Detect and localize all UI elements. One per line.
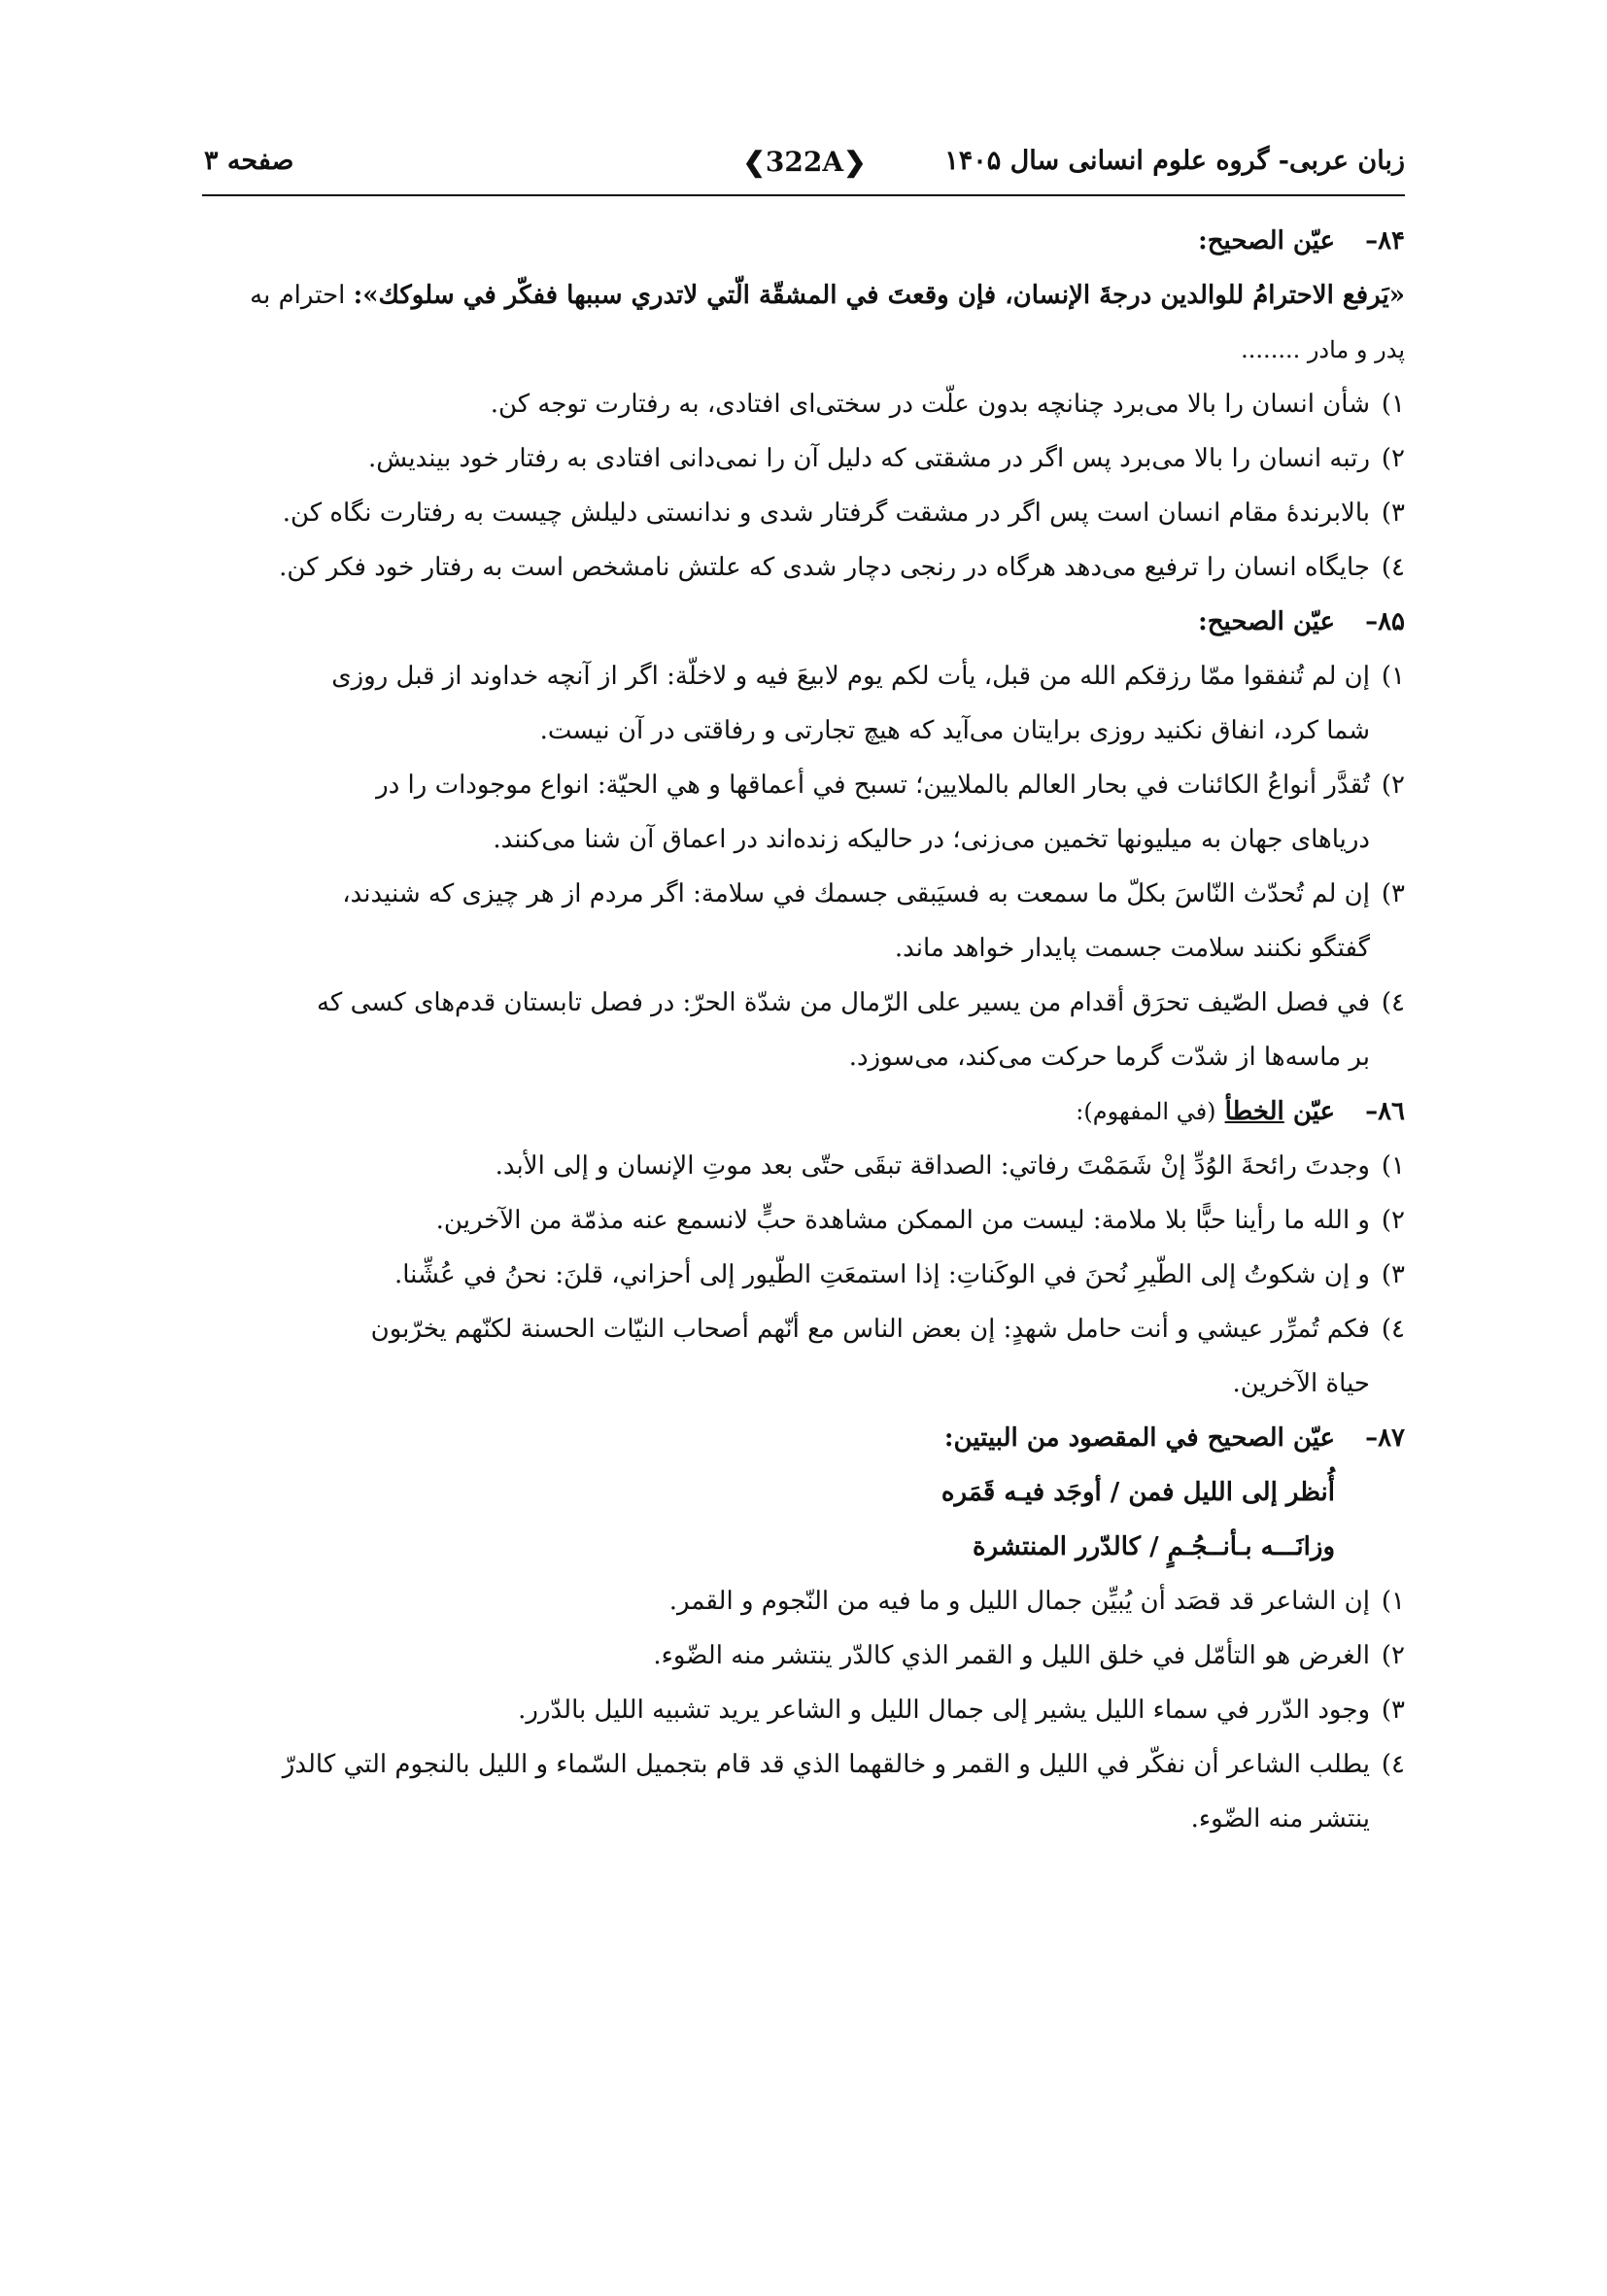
question-number: ۸۴– (1365, 226, 1405, 256)
option-87-3[interactable] (202, 1683, 1405, 1737)
verse-line-2: وزانَـــه بـأنــجُـمٍ / كالدّرر المنتشرة (972, 1532, 1335, 1561)
option-86-2[interactable] (202, 1193, 1405, 1248)
option-text: بالابرندهٔ مقام انسان است پس اگر در مشقت گرفتار شدی و ندانستی دلیلش چیست به رفتارت نگاه کن. (282, 498, 1370, 528)
option-85-1[interactable] (202, 649, 1405, 758)
option-text: رتبه انسان را بالا می‌برد پس اگر در مشقتی که دلیل آن را نمی‌دانی افتادی به رفتار خود بیندیش. (367, 444, 1370, 473)
option-85-2[interactable] (202, 758, 1405, 867)
option-86-1[interactable] (202, 1139, 1405, 1193)
option-85-3[interactable] (202, 867, 1405, 976)
option-text-cont: حياة الآخرين. (1232, 1369, 1370, 1398)
questions (202, 214, 1405, 1846)
option-number: ۳) (1381, 498, 1405, 528)
option-text: في فصل الصّيف تحرَق أقدام من يسير على الرّمال من شدّة الحرّ: در فصل تابستان قدم‌های کسی که (316, 988, 1370, 1017)
option-text: يطلب الشاعر أن نفكّر في الليل و القمر و خالقهما الذي قد قام بتجميل السّماء و الليل بالنجوم التي كالدرّ (282, 1750, 1370, 1779)
page-number: صفحه ۳ (204, 146, 294, 176)
option-86-3[interactable] (202, 1248, 1405, 1302)
header-rule (202, 194, 1405, 196)
question-84-stem (202, 268, 1405, 323)
option-number: ۲) (1381, 444, 1405, 473)
option-number: ۳) (1381, 1696, 1405, 1725)
stem-persian: احترام به (250, 281, 346, 310)
question-number: ۸٦– (1365, 1097, 1405, 1126)
option-text: و إن شكوتُ إلى الطّيرِ نُحنَ في الوكَناتِ: إذا استمعَتِ الطّيور إلى أحزاني، قلنَ: نحنُ في عُشِّنا. (393, 1260, 1370, 1289)
booklet-code: ❮322A❯ (742, 146, 867, 178)
option-number: ۳) (1381, 879, 1405, 908)
option-text: إن الشاعر قد قصَد أن يُبيِّن جمال الليل و ما فيه من النّجوم و القمر. (668, 1587, 1370, 1616)
option-text: شأن انسان را بالا می‌برد چنانچه بدون علّت در سختی‌ای افتادی، به رفتارت توجه کن. (490, 390, 1370, 419)
option-number: ٤) (1381, 553, 1405, 582)
option-number: ۱) (1381, 662, 1405, 691)
option-text: وجود الدّرر في سماء الليل يشير إلى جمال الليل و الشاعر يريد تشبيه الليل بالدّرر. (518, 1696, 1370, 1725)
option-number: ۳) (1381, 1260, 1405, 1289)
option-85-4[interactable] (202, 976, 1405, 1084)
option-87-2[interactable] (202, 1628, 1405, 1683)
option-84-4[interactable] (202, 540, 1405, 595)
question-87-heading (202, 1411, 1405, 1465)
option-number: ۱) (1381, 390, 1405, 419)
option-84-1[interactable] (202, 377, 1405, 431)
question-85-heading (202, 595, 1405, 649)
option-number: ۱) (1381, 1151, 1405, 1181)
question-title: عيّن الصحيح: (1198, 226, 1335, 256)
verse-line-1: أُنظر إلى الليل فمن / أوجَد فيـه قَمَره (940, 1478, 1335, 1507)
option-84-3[interactable] (202, 486, 1405, 540)
question-84-stem-cont: پدر و مادر ........ (1241, 336, 1405, 363)
question-title-note: (في المفهوم): (1076, 1098, 1216, 1125)
question-title: عيّن (1292, 1097, 1335, 1126)
option-number: ٤) (1381, 1750, 1405, 1779)
option-text-cont: دریاهای جهان به میلیونها تخمین می‌زنی؛ در حالیکه زنده‌اند در اعماق آن شنا می‌کنند. (493, 825, 1370, 854)
option-text: وجدتَ رائحةَ الوُدِّ إنْ شَمَمْتَ رفاتي: الصداقة تبقَى حتّى بعد موتِ الإنسان و إلى الأبد. (495, 1151, 1370, 1181)
option-text: إن لم تُحدّث النّاسَ بكلّ ما سمعت به فسيَبقى جسمك في سلامة: اگر مردم از هر چیزی که شنیدند، (342, 879, 1370, 908)
option-text: الغرض هو التأمّل في خلق الليل و القمر الذي كالدّر ينتشر منه الضّوء. (653, 1641, 1370, 1670)
option-text: فكم تُمرِّر عيشي و أنت حامل شهدٍ: إن بعض الناس مع أنّهم أصحاب النيّات الحسنة لكنّهم يخرّبون (370, 1315, 1370, 1344)
question-84-heading (202, 214, 1405, 268)
option-84-2[interactable] (202, 431, 1405, 486)
option-86-4[interactable] (202, 1302, 1405, 1411)
exam-title: زبان عربی- گروه علوم انسانی سال ۱۴۰۵ (944, 146, 1405, 176)
option-text-cont: بر ماسه‌ها از شدّت گرما حرکت می‌کند، می‌سوزد. (848, 1043, 1370, 1072)
page-header (204, 146, 1405, 194)
option-87-1[interactable] (202, 1574, 1405, 1628)
option-number: ٤) (1381, 1315, 1405, 1344)
stem-arabic: «يَرفع الاحترامُ للوالدين درجةَ الإنسان، فإن وقعتَ في المشقّة الّتي لاتدري سببها ففكّر في سلوكك»: (353, 281, 1405, 310)
option-text-cont: شما کرد، انفاق نکنید روزی برایتان می‌آید که هیچ تجارتی و رفاقتی در آن نیست. (539, 716, 1370, 745)
question-title: عيّن الصحيح: (1198, 607, 1335, 636)
question-number: ۸۷– (1365, 1423, 1405, 1453)
option-number: ۱) (1381, 1587, 1405, 1616)
option-text: تُقدَّر أنواعُ الكائنات في بحار العالم بالملايين؛ تسبح في أعماقها و هي الحيّة: انواع موجودات را در (376, 771, 1370, 800)
question-title: عيّن الصحيح في المقصود من البيتين: (943, 1423, 1335, 1453)
option-number: ۲) (1381, 1641, 1405, 1670)
option-number: ۲) (1381, 1206, 1405, 1235)
question-title-emphasis: الخطأ (1224, 1097, 1284, 1126)
option-text-cont: ينتشر منه الضّوء. (1190, 1804, 1370, 1833)
option-number: ۲) (1381, 771, 1405, 800)
option-text: إن لم تُنفقوا ممّا رزقكم الله من قبل، يأت لكم يوم لابيعَ فيه و لاخلّة: اگر از آنچه خداوند از قبل روزی (331, 662, 1370, 691)
option-text: و الله ما رأينا حبًّا بلا ملامة: ليست من الممكن مشاهدة حبٍّ لانسمع عنه مذمّة من الآخرين. (435, 1206, 1370, 1235)
question-86-heading (202, 1084, 1405, 1139)
option-text: جایگاه انسان را ترفیع می‌دهد هرگاه در رنجی دچار شدی که علتش نامشخص است به رفتار خود فکر کن. (279, 553, 1370, 582)
option-text-cont: گفتگو نکنند سلامت جسمت پایدار خواهد ماند. (894, 934, 1370, 963)
option-87-4[interactable] (202, 1737, 1405, 1846)
question-number: ۸۵– (1365, 607, 1405, 636)
option-number: ٤) (1381, 988, 1405, 1017)
